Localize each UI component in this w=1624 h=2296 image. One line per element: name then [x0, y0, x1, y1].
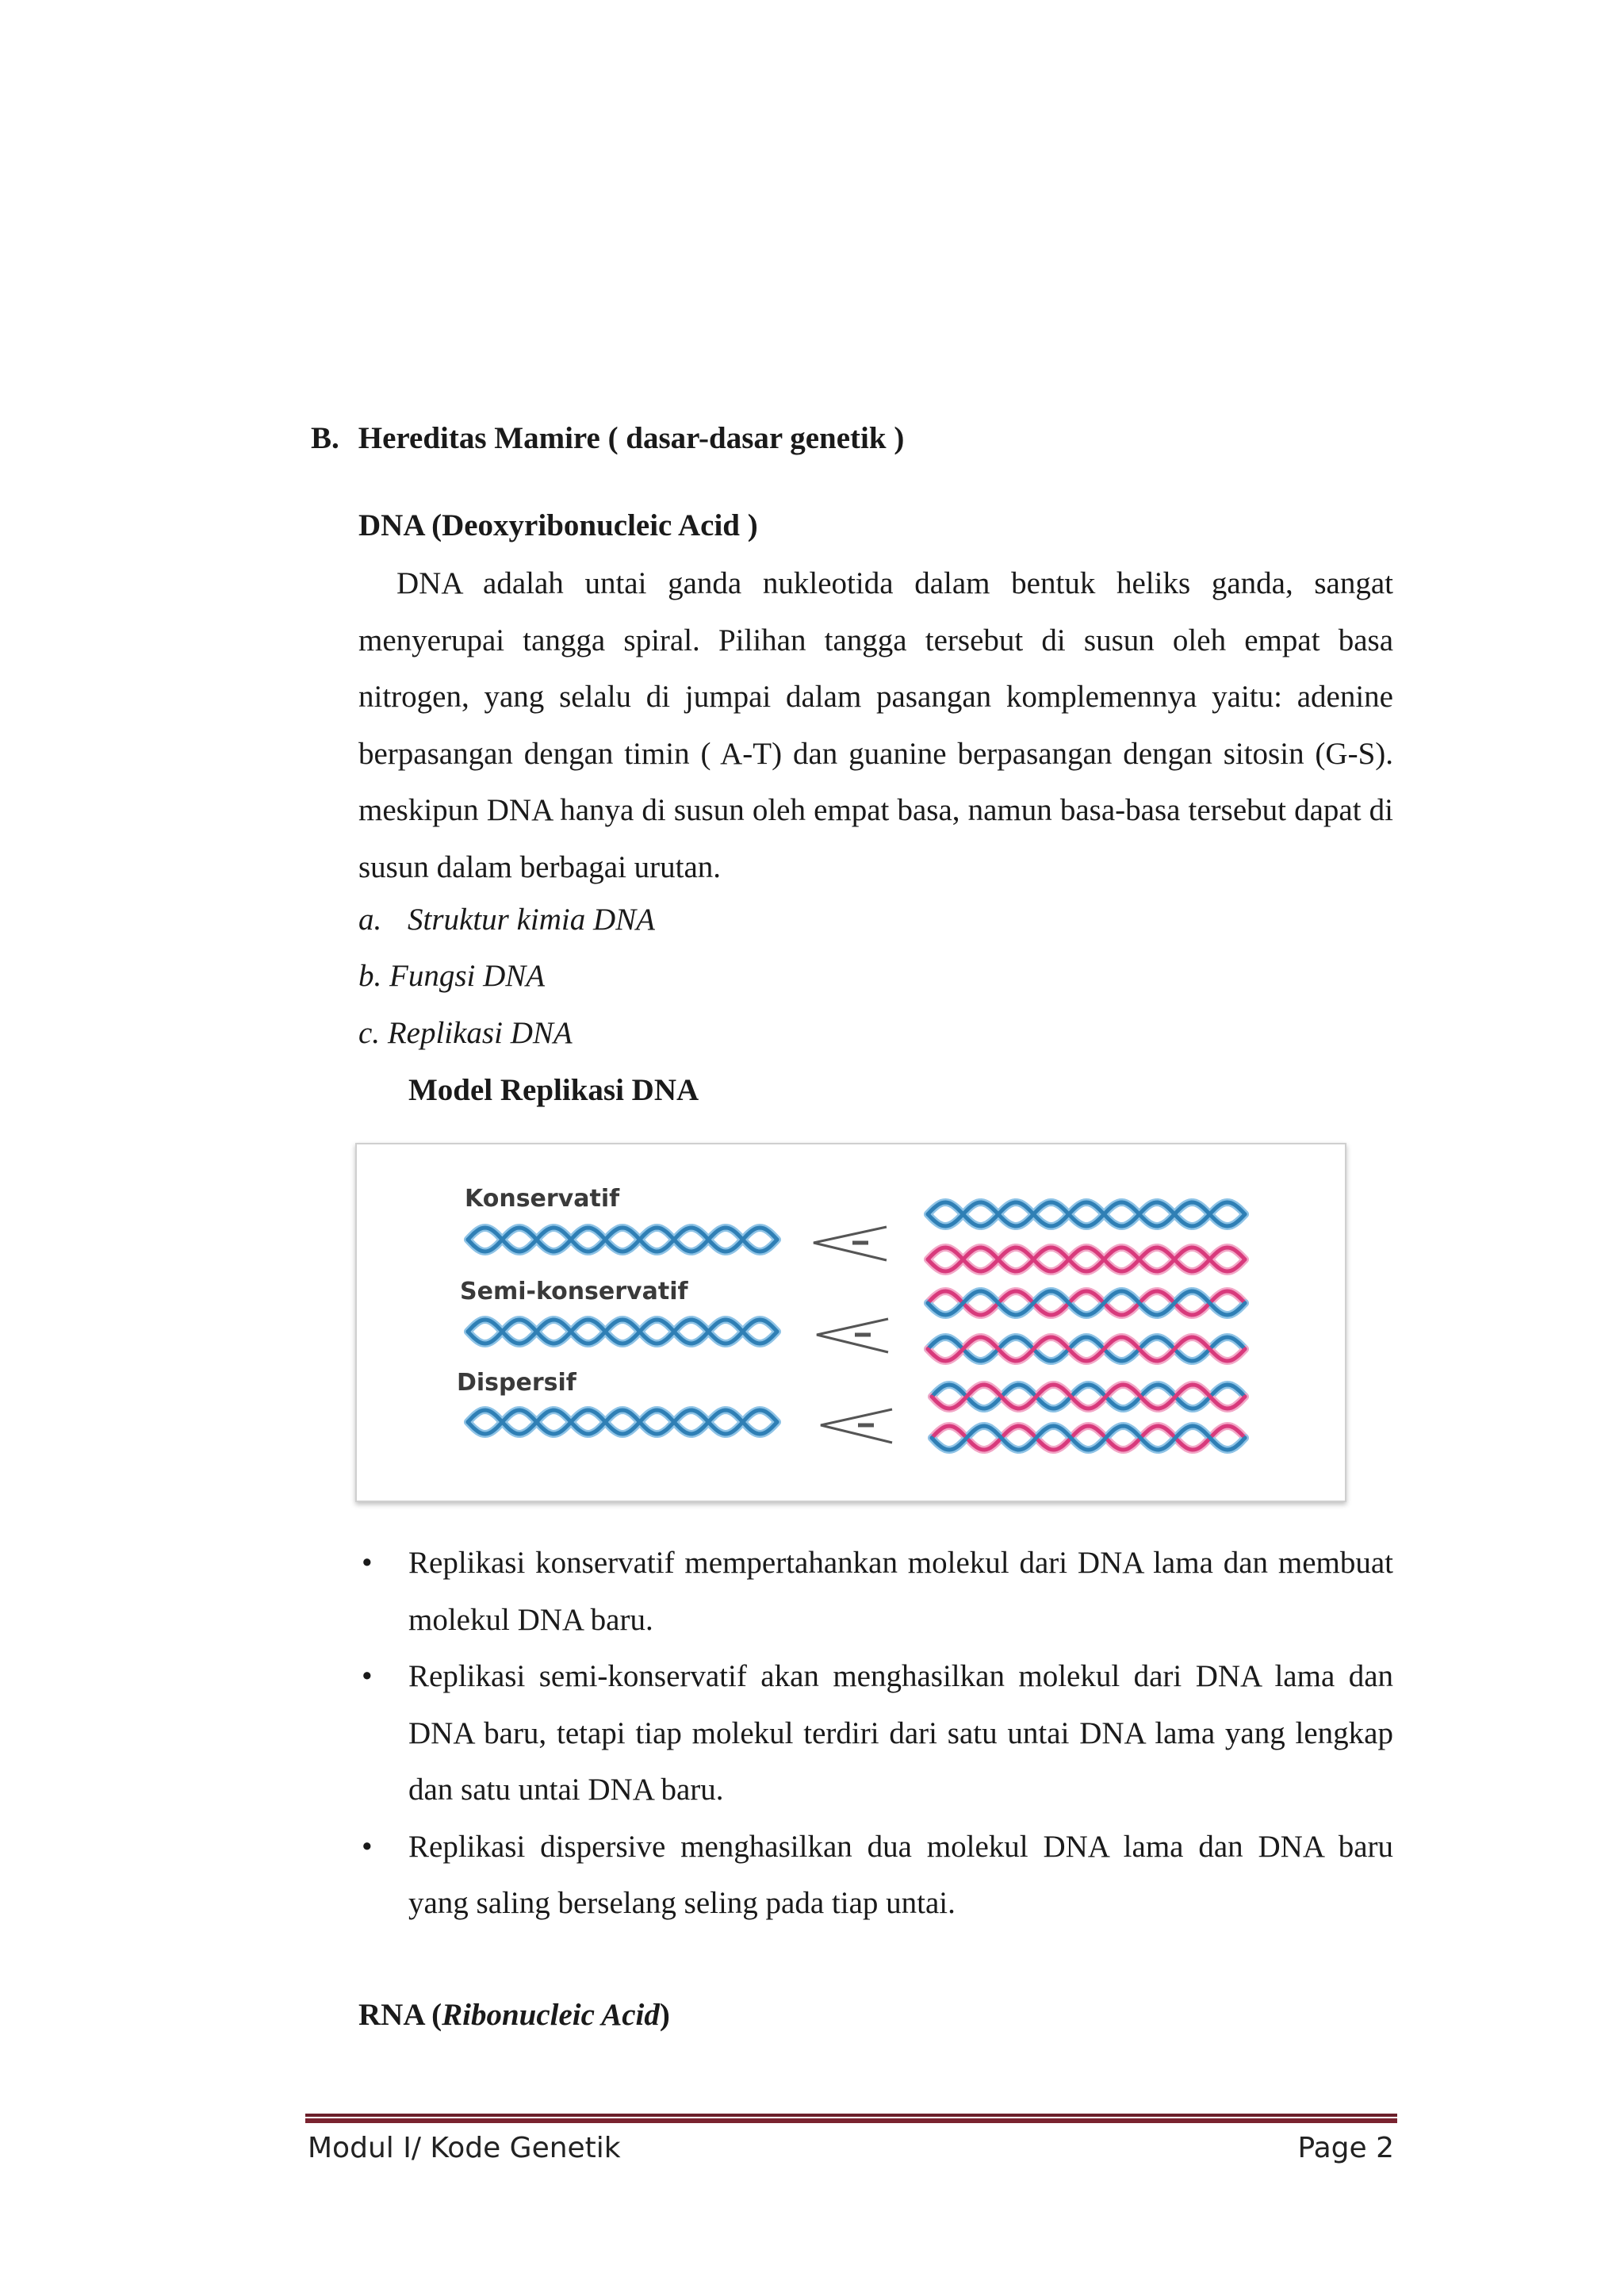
list-marker: a. — [358, 903, 382, 937]
model-heading: Model Replikasi DNA — [408, 1073, 699, 1107]
list-text: Struktur kimia DNA — [408, 903, 655, 937]
footer-page-number: Page 2 — [1297, 2132, 1394, 2164]
label-semi-conservative: Semi-konservatif — [460, 1278, 688, 1305]
rna-heading-italic: Ribonucleic Acid — [442, 1998, 660, 2032]
list-marker: c. — [358, 1016, 381, 1050]
rna-heading — [358, 1997, 670, 2033]
bullet-text: Replikasi semi-konservatif akan menghasilkan molekul dari DNA lama dan DNA baru, tetapi tiap molekul terdiri dari satu untai DNA lama yang lengkap dan satu untai DNA baru. — [408, 1659, 1393, 1807]
list-item-c — [358, 1015, 573, 1051]
footer-rule — [305, 2114, 1397, 2123]
list-text: Replikasi DNA — [387, 1016, 573, 1050]
dna-heading: DNA (Deoxyribonucleic Acid ) — [358, 508, 758, 542]
replication-models-figure — [355, 1143, 1346, 1502]
daughter-helix-semi-2 — [928, 1337, 1245, 1361]
bullet-text: Replikasi dispersive menghasilkan dua molekul DNA lama dan DNA baru yang saling berselang seling pada tiap untai. — [408, 1829, 1393, 1920]
bullet-conservative: • Replikasi konservatif mempertahankan molekul dari DNA lama dan membuat molekul DNA baru. — [362, 1546, 1393, 1637]
section-letter: B. — [311, 421, 339, 455]
section-heading — [311, 420, 904, 456]
label-conservative: Konservatif — [465, 1185, 620, 1213]
parent-helix-semi — [468, 1320, 777, 1343]
rna-heading-suffix: ) — [659, 1998, 670, 2032]
label-dispersive: Dispersif — [457, 1369, 576, 1397]
daughter-helix-dispersive-1 — [932, 1385, 1245, 1409]
rna-heading-prefix: RNA ( — [358, 1998, 442, 2032]
daughter-helix-conservative-2 — [928, 1248, 1245, 1271]
section-title: Hereditas Mamire ( dasar-dasar genetik ) — [358, 421, 905, 455]
replication-diagram — [357, 1144, 1345, 1501]
daughter-helix-dispersive-2 — [932, 1426, 1245, 1450]
arrow-semi — [817, 1319, 888, 1352]
list-marker: b. — [358, 959, 382, 993]
parent-helix-dispersive — [468, 1410, 777, 1434]
parent-helix-conservative — [468, 1228, 777, 1251]
arrows — [814, 1227, 892, 1443]
dna-paragraph: DNA adalah untai ganda nukleotida dalam bentuk heliks ganda, sangat menyerupai tangga spiral. Pilihan tangga tersebut di susun oleh empat basa nitrogen, yang selalu di jumpai dalam pasangan komplemennya yaitu: adenine berpasangan dengan timin ( A-T) dan guanine berpasangan dengan sitosin (G-S). meskipun DNA hanya di susun oleh empat basa, namun basa-basa tersebut dapat di susun dalam berbagai urutan. — [358, 566, 1393, 884]
daughter-helix-conservative-1 — [928, 1202, 1245, 1226]
arrow-dispersive — [821, 1409, 892, 1443]
bullet-semi-conservative: • Replikasi semi-konservatif akan menghasilkan molekul dari DNA lama dan DNA baru, tetapi tiap molekul terdiri dari satu untai DNA lama yang lengkap dan satu untai DNA baru. — [362, 1659, 1393, 1807]
footer-module-title: Modul I/ Kode Genetik — [308, 2132, 621, 2164]
list-text: Fungsi DNA — [389, 959, 546, 993]
arrow-conservative — [814, 1227, 887, 1260]
daughter-helix-semi-1 — [928, 1291, 1245, 1315]
bullet-text: Replikasi konservatif mempertahankan molekul dari DNA lama dan membuat molekul DNA baru. — [408, 1546, 1393, 1637]
replication-bullet-list — [358, 1535, 1393, 1932]
bullet-dispersive: • Replikasi dispersive menghasilkan dua molekul DNA lama dan DNA baru yang saling berselang seling pada tiap untai. — [362, 1829, 1393, 1920]
list-item-a — [358, 902, 655, 937]
list-item-b — [358, 958, 545, 994]
